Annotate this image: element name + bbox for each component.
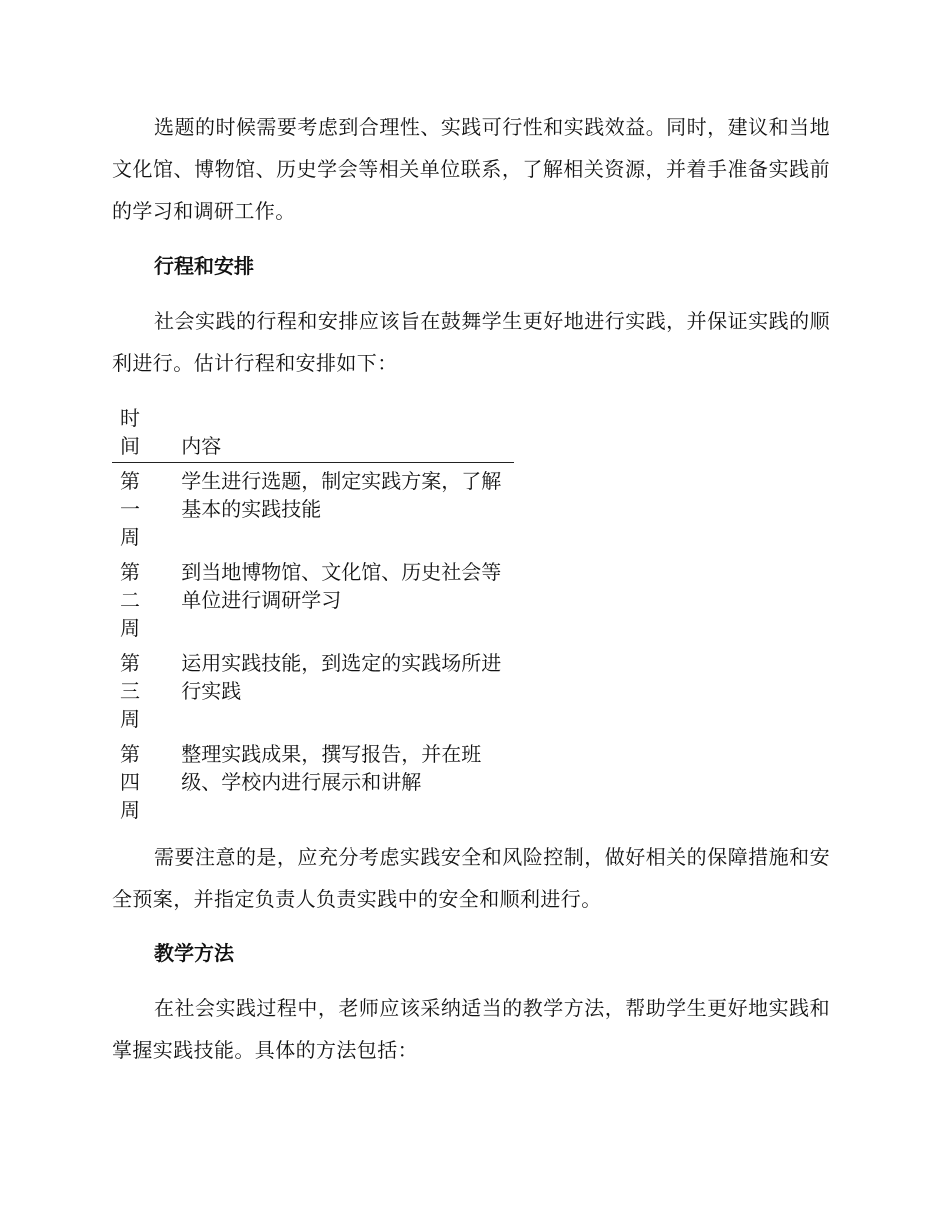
schedule-cell-time-text: 第四周 [120, 742, 140, 822]
schedule-cell-time-text: 第二周 [120, 560, 140, 640]
schedule-cell-time-text: 第一周 [120, 469, 140, 549]
schedule-header-time [112, 404, 159, 463]
table-row [112, 554, 514, 645]
schedule-table [112, 404, 514, 827]
table-row [112, 736, 514, 827]
table-row [112, 463, 514, 555]
schedule-cell-time [112, 463, 159, 555]
schedule-header-content: 内容 [159, 404, 514, 463]
schedule-cell-content: 学生进行选题，制定实践方案，了解基本的实践技能 [181, 469, 502, 521]
schedule-cell-time [112, 554, 159, 645]
schedule-cell-content: 运用实践技能，到选定的实践场所进行实践 [181, 651, 502, 703]
paragraph-safety-note: 需要注意的是，应充分考虑实践安全和风险控制，做好相关的保障措施和安全预案，并指定负责人负责实践中的安全和顺利进行。 [112, 845, 830, 911]
heading-teaching-methods: 教学方法 [154, 941, 234, 965]
table-row [112, 645, 514, 736]
paragraph-schedule-intro: 社会实践的行程和安排应该旨在鼓舞学生更好地进行实践，并保证实践的顺利进行。估计行程和安排如下： [112, 309, 830, 375]
heading-schedule: 行程和安排 [154, 254, 254, 278]
schedule-cell-time [112, 736, 159, 827]
paragraph-teaching-methods: 在社会实践过程中，老师应该采纳适当的教学方法，帮助学生更好地实践和掌握实践技能。具体的方法包括： [112, 996, 830, 1062]
paragraph-topic-selection: 选题的时候需要考虑到合理性、实践可行性和实践效益。同时，建议和当地文化馆、博物馆、历史学会等相关单位联系，了解相关资源，并着手准备实践前的学习和调研工作。 [112, 115, 830, 223]
schedule-header-row [112, 404, 514, 463]
schedule-cell-time-text: 第三周 [120, 651, 140, 731]
schedule-cell-content: 整理实践成果，撰写报告，并在班级、学校内进行展示和讲解 [181, 742, 482, 794]
schedule-cell-time [112, 645, 159, 736]
schedule-cell-content: 到当地博物馆、文化馆、历史社会等单位进行调研学习 [181, 560, 502, 612]
schedule-header-time-text: 时间 [120, 406, 140, 458]
